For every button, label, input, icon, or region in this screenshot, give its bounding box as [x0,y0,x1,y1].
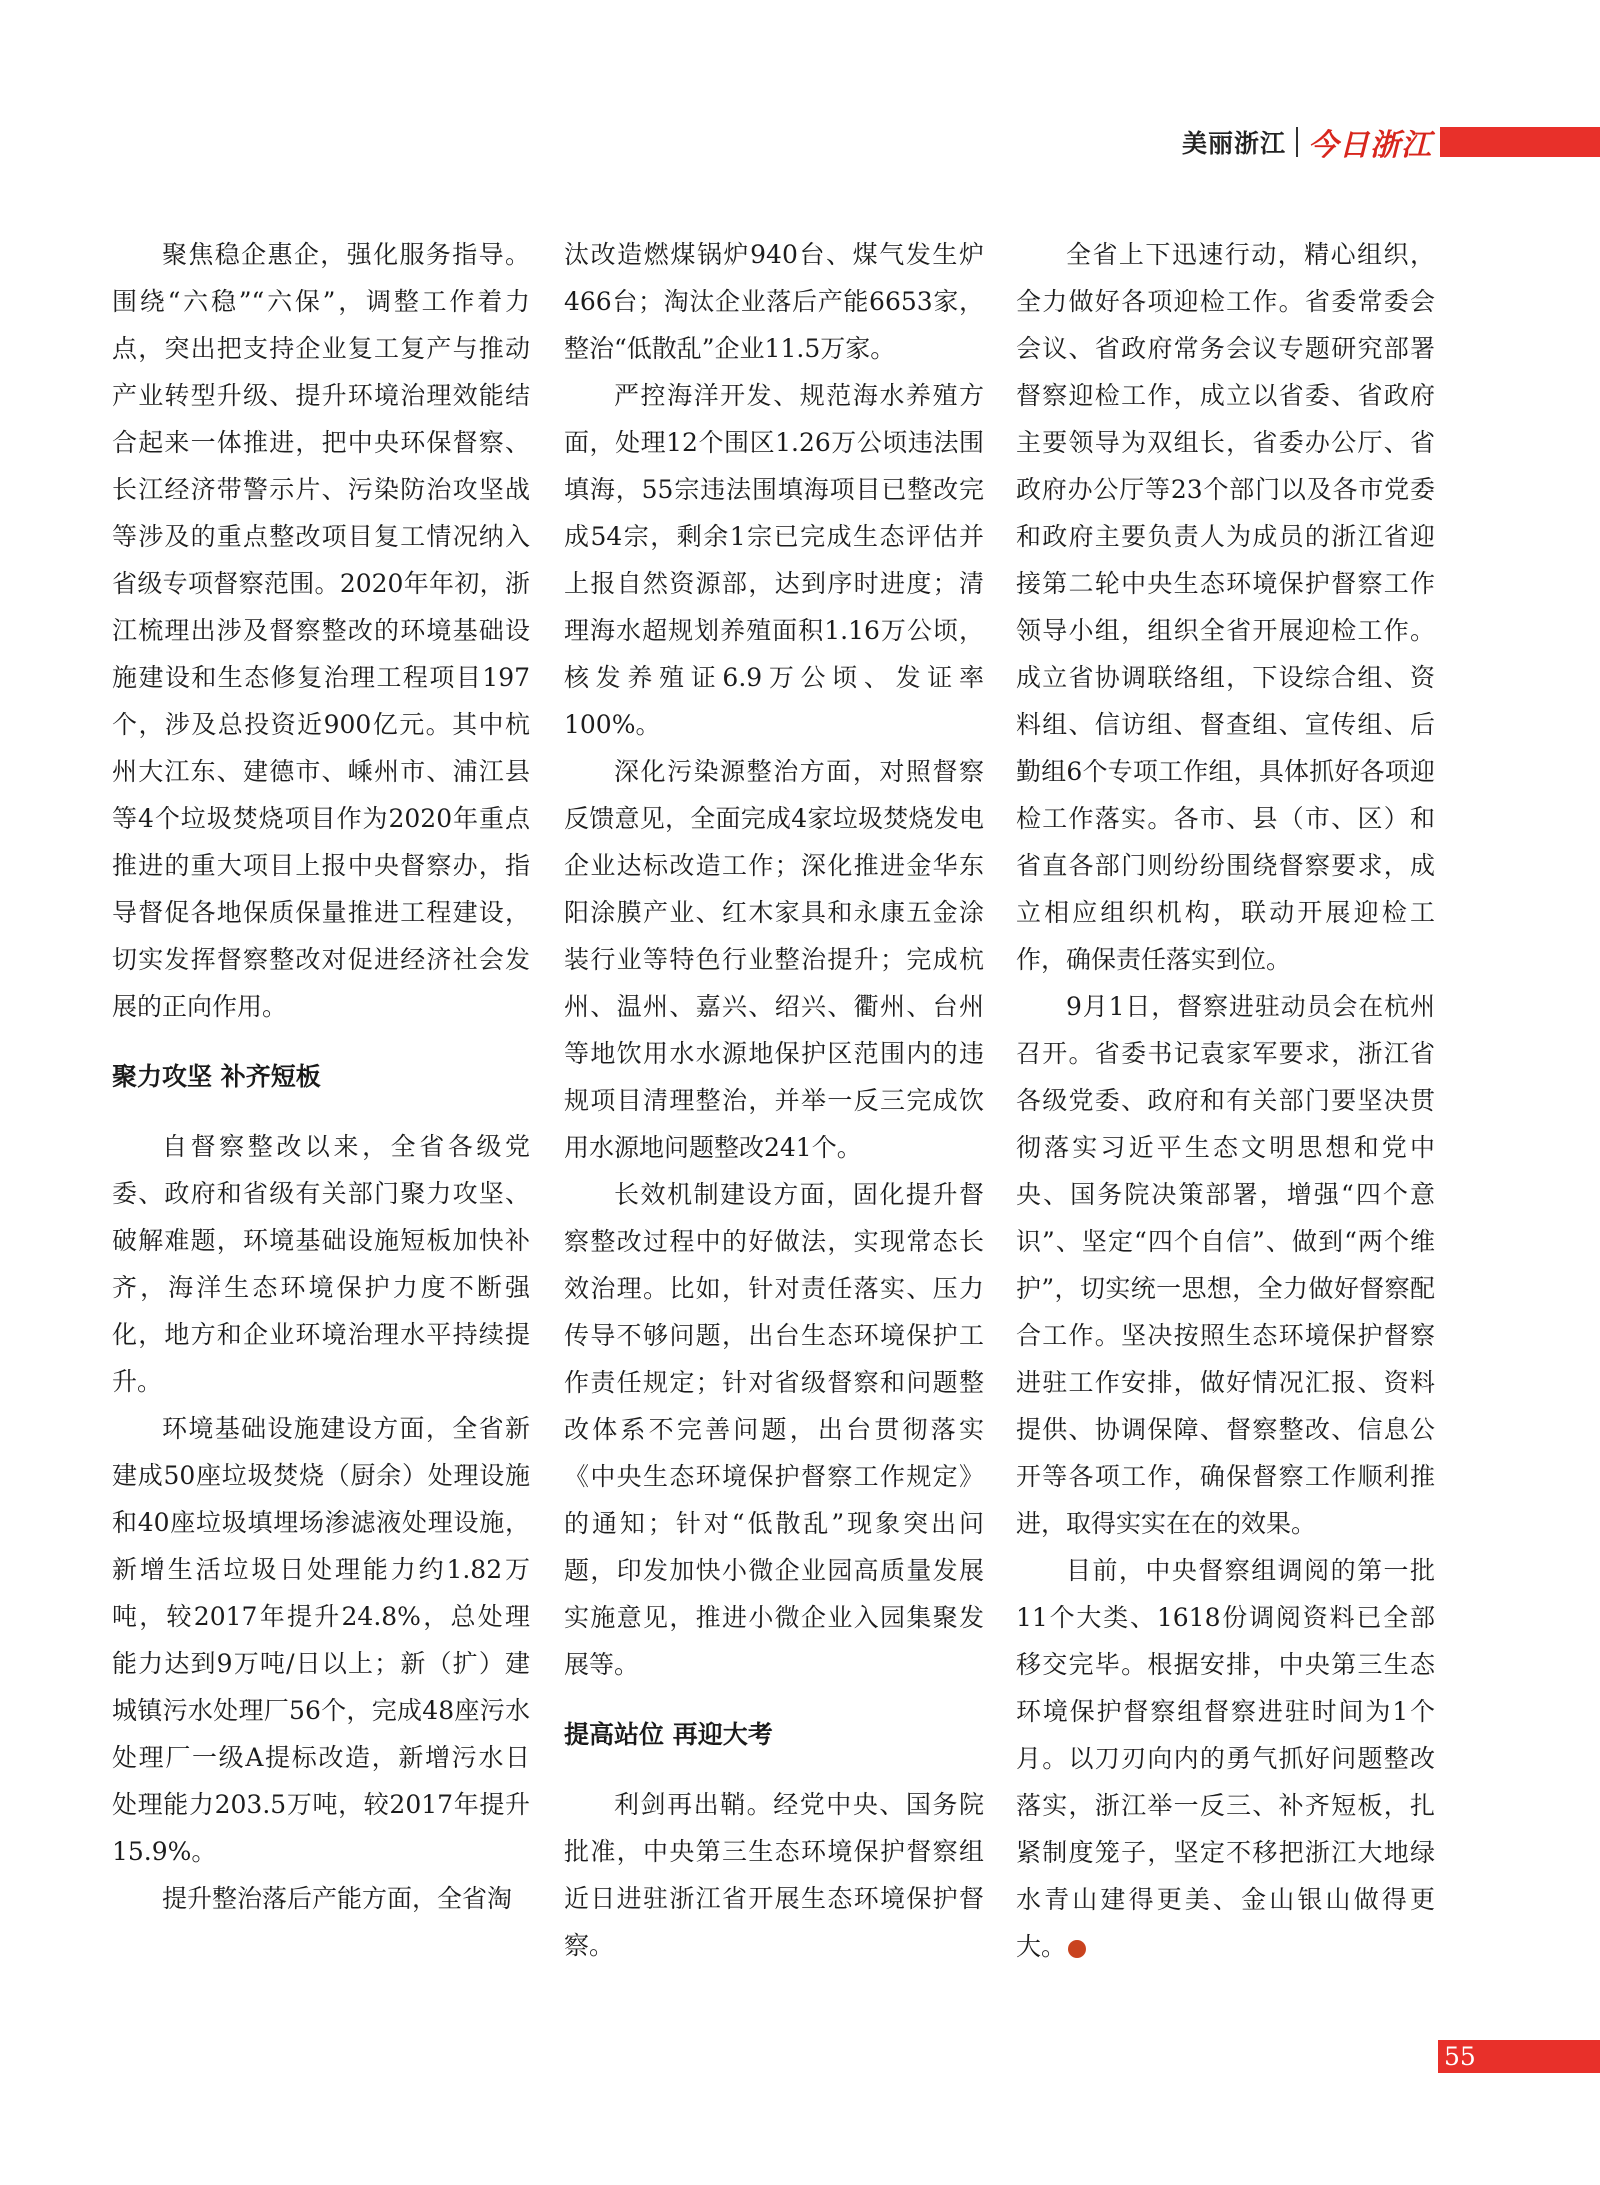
paragraph: 9月1日，督察进驻动员会在杭州召开。省委书记袁家军要求，浙江省各级党委、政府和有关部门要坚决贯彻落实习近平生态文明思想和党中央、国务院决策部署，增强“四个意识”、坚定“四个自信”、做到“两个维护”，切实统一思想，全力做好督察配合工作。坚决按照生态环境保护督察进驻工作安排，做好情况汇报、资料提供、协调保障、督察整改、信息公开等各项工作，确保督察工作顺利推进，取得实实在在的效果。 [1016,992,1435,1538]
header-red-bar [1440,127,1600,157]
paragraph: 全省上下迅速行动，精心组织，全力做好各项迎检工作。省委常委会会议、省政府常务会议专题研究部署督察迎检工作，成立以省委、省政府主要领导为双组长，省委办公厅、省政府办公厅等23个部门以及各市党委和政府主要负责人为成员的浙江省迎接第二轮中央生态环境保护督察工作领导小组，组织全省开展迎检工作。成立省协调联络组，下设综合组、资料组、信访组、督查组、宣传组、后勤组6个专项工作组，具体抓好各项迎检工作落实。各市、县（市、区）和省直各部门则纷纷围绕督察要求，成立相应组织机构，联动开展迎检工作，确保责任落实到位。 [1016,240,1435,974]
paragraph: 环境基础设施建设方面，全省新建成50座垃圾焚烧（厨余）处理设施和40座垃圾填埋场渗滤液处理设施，新增生活垃圾日处理能力约1.82万吨，较2017年提升24.8%，总处理能力达到9万吨/日以上；新（扩）建城镇污水处理厂56个，完成48座污水处理厂一级A提标改造，新增污水日处理能力203.5万吨，较2017年提升15.9%。 [112,1414,530,1866]
section-heading: 提高站位 再迎大考 [564,1720,773,1749]
section-heading: 聚力攻坚 补齐短板 [112,1062,321,1091]
paragraph: 汰改造燃煤锅炉940台、煤气发生炉466台；淘汰企业落后产能6653家，整治“低散乱”企业11.5万家。 [564,240,984,363]
paragraph: 利剑再出鞘。经党中央、国务院批准，中央第三生态环境保护督察组近日进驻浙江省开展生态环境保护督察。 [564,1790,984,1960]
paragraph: 深化污染源整治方面，对照督察反馈意见，全面完成4家垃圾焚烧发电企业达标改造工作；深化推进金华东阳涂膜产业、红木家具和永康五金涂装行业等特色行业整治提升；完成杭州、温州、嘉兴、绍兴、衢州、台州等地饮用水水源地保护区范围内的违规项目清理整治，并举一反三完成饮用水源地问题整改241个。 [564,757,984,1162]
paragraph: 自督察整改以来，全省各级党委、政府和省级有关部门聚力攻坚、破解难题，环境基础设施短板加快补齐，海洋生态环境保护力度不断强化，地方和企业环境治理水平持续提升。 [112,1132,530,1396]
paragraph [1016,1547,1435,1970]
section-label: 美丽浙江 [1181,129,1286,158]
page-number: 55 [1444,2042,1476,2071]
paragraph: 长效机制建设方面，固化提升督察整改过程中的好做法，实现常态长效治理。比如，针对责任落实、压力传导不够问题，出台生态环境保护工作责任规定；针对省级督察和问题整改体系不完善问题，出台贯彻落实《中央生态环境保护督察工作规定》的通知；针对“低散乱”现象突出问题，印发加快小微企业园高质量发展实施意见，推进小微企业入园集聚发展等。 [564,1180,984,1679]
paragraph: 聚焦稳企惠企，强化服务指导。围绕“六稳”“六保”，调整工作着力点，突出把支持企业复工复产与推动产业转型升级、提升环境治理效能结合起来一体推进，把中央环保督察、长江经济带警示片、污染防治攻坚战等涉及的重点整改项目复工情况纳入省级专项督察范围。2020年年初，浙江梳理出涉及督察整改的环境基础设施建设和生态修复治理工程项目197个，涉及总投资近900亿元。其中杭州大江东、建德市、嵊州市、浦江县等4个垃圾焚烧项目作为2020年重点推进的重大项目上报中央督察办，指导督促各地保质保量推进工程建设，切实发挥督察整改对促进经济社会发展的正向作用。 [112,240,530,1021]
column-2 [564,231,984,1969]
paragraph-text: 目前，中央督察组调阅的第一批11个大类、1618份调阅资料已全部移交完毕。根据安排，中央第三生态环境保护督察组督察进驻时间为1个月。以刀刃向内的勇气抓好问题整改落实，浙江举一反三、补齐短板，扎紧制度笼子，坚定不移把浙江大地绿水青山建得更美、金山银山做得更大。 [1016,1556,1435,1961]
header-divider [1296,127,1298,157]
running-header [1181,124,1600,163]
paragraph: 提升整治落后产能方面，全省淘 [162,1884,513,1913]
column-3 [1016,231,1435,1970]
column-1 [112,231,530,1922]
paragraph: 严控海洋开发、规范海水养殖方面，处理12个围区1.26万公顷违法围填海，55宗违法围填海项目已整改完成54宗，剩余1宗已完成生态评估并上报自然资源部，达到序时进度；清理海水超规划养殖面积1.16万公顷，核发养殖证6.9万公顷、发证率100%。 [564,381,984,739]
magazine-logo: 今日浙江 [1308,128,1432,163]
end-mark-icon [1068,1940,1086,1958]
